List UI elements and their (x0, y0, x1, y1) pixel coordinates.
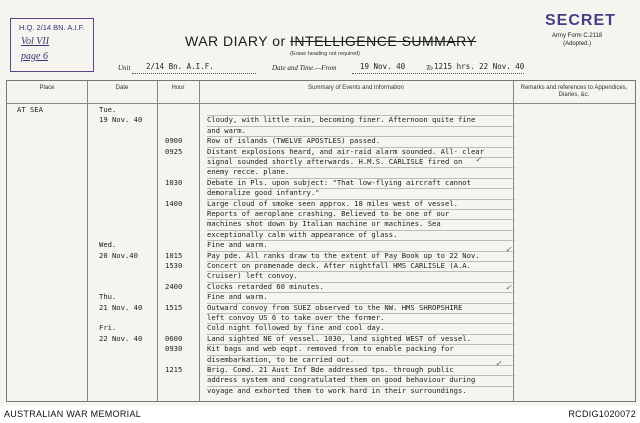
col-header-remarks: Remarks and references to Appendices, Diaries, &c. (520, 85, 628, 98)
row-rule (207, 115, 515, 116)
row-hour: 0930 (165, 344, 183, 354)
row-hour: 0925 (165, 146, 183, 156)
form-number (552, 32, 602, 48)
row-rule (207, 355, 515, 356)
row-summary: Land sighted NE of vessel. 1030, land sighted WEST of vessel. (207, 333, 471, 343)
row-hour: 0900 (165, 136, 183, 146)
row-summary: Cloudy, with little rain, becoming finer. Afternoon quite fine (207, 115, 476, 125)
from-value: 19 Nov. 40 (360, 62, 406, 71)
row-summary: Debate in Pls. upon subject: "That low-flying aircraft cannot (207, 177, 471, 187)
row-rule (207, 167, 515, 168)
row-summary: exceptionally calm with appearance of glass. (207, 229, 398, 239)
row-rule (207, 303, 515, 304)
margin-tick-4: ✓ (495, 359, 502, 368)
row-summary: Fine and warm. (207, 240, 268, 250)
unit-label: Unit (118, 64, 131, 72)
row-date: 20 Nov.40 (99, 250, 138, 260)
margin-tick-2: ✓ (505, 245, 512, 254)
to-label: To (426, 64, 433, 72)
row-rule (207, 209, 515, 210)
row-place: AT SEA (17, 105, 43, 114)
row-summary: Cruiser) left convoy. (207, 271, 298, 281)
col-divider-hour (199, 81, 200, 401)
to-value: 1215 hrs. 22 Nov. 40 (434, 62, 525, 71)
row-rule (207, 282, 515, 283)
margin-tick-3: ✓ (505, 283, 512, 292)
col-header-summary: Summary of Events and Information (308, 85, 404, 91)
date-underline (352, 73, 524, 74)
col-divider-date (157, 81, 158, 401)
row-summary: Kit bags and web eqpt. removed from to enable packing for (207, 344, 454, 354)
row-summary: and warm. (207, 125, 246, 135)
row-summary: Cold night followed by fine and cool day. (207, 323, 385, 333)
secret-stamp: SECRET (545, 12, 616, 29)
row-rule (207, 386, 515, 387)
title-main: WAR DIARY or (185, 33, 286, 49)
row-date: Wed. (99, 240, 117, 250)
row-rule (207, 261, 515, 262)
col-divider-place (87, 81, 88, 401)
row-summary: enemy recce. plane. (207, 167, 290, 177)
row-summary: Row of islands (TWELVE APOSTLES) passed. (207, 136, 381, 146)
row-rule (207, 178, 515, 179)
diary-table (6, 80, 636, 402)
unit-stamp (10, 18, 94, 72)
header-row-divider (7, 103, 635, 104)
row-rule (207, 126, 515, 127)
row-summary: demoralize good infantry." (207, 188, 320, 198)
stamp-volume: Vol VII (21, 36, 50, 47)
row-date: Tue. (99, 105, 117, 114)
margin-tick-1: ✓ (475, 155, 482, 164)
row-hour: 1015 (165, 250, 183, 260)
row-hour: 1030 (165, 177, 183, 187)
footer-source: AUSTRALIAN WAR MEMORIAL (4, 409, 142, 419)
row-summary: voyage and exhorted them to work hard in their surroundings. (207, 385, 467, 395)
row-rule (207, 365, 515, 366)
row-summary: Reports of aeroplane crashing. Believed to be one of our (207, 209, 450, 218)
row-summary: Brig. Comd. 21 Aust Inf Bde addressed tps. through public (207, 365, 454, 374)
row-rule (207, 136, 515, 137)
row-hour: 2400 (165, 281, 183, 291)
row-rule (207, 344, 515, 345)
form-number-line1: Army Form C.2118 (552, 33, 603, 39)
col-header-hour: Hour (171, 85, 185, 91)
row-hour: 0600 (165, 333, 183, 343)
row-rule (207, 375, 515, 376)
date-label: Date and Time.—From (272, 64, 337, 72)
footer-record-id: RCDIG1020072 (568, 409, 636, 419)
row-summary: Large cloud of smoke seen approx. 18 miles west of vessel. (207, 198, 458, 208)
form-number-line2: (Adopted.) (563, 41, 592, 47)
unit-value: 2/14 Bn. A.I.F. (146, 62, 214, 71)
row-rule (207, 199, 515, 200)
row-rule (207, 240, 515, 241)
row-rule (207, 323, 515, 324)
row-hour: 1515 (165, 302, 183, 312)
row-date: 21 Nov. 40 (99, 302, 143, 312)
row-summary: signal sounded shortly afterwards. H.M.S. CARLISLE fired on (207, 157, 463, 166)
stamp-page: page 6 (21, 51, 48, 62)
title-struck: INTELLIGENCE SUMMARY (290, 33, 477, 49)
row-hour: 1530 (165, 261, 183, 270)
row-summary: Clocks retarded 60 minutes. (207, 281, 324, 291)
row-date: Fri. (99, 323, 117, 333)
row-rule (207, 292, 515, 293)
row-hour: 1215 (165, 365, 183, 374)
row-date: Thu. (99, 292, 117, 302)
erase-note: (Erase heading not required) (290, 51, 361, 57)
row-rule (207, 147, 515, 148)
row-hour: 1400 (165, 198, 183, 208)
row-rule (207, 334, 515, 335)
row-summary: Fine and warm. (207, 292, 268, 302)
row-rule (207, 219, 515, 220)
row-rule (207, 230, 515, 231)
row-summary: machines shot down by Italian machine or machines. Sea (207, 219, 441, 229)
row-rule (207, 271, 515, 272)
unit-underline (132, 73, 256, 74)
col-header-date: Date (115, 85, 129, 91)
row-summary: left convoy US 6 to take over the former. (207, 313, 385, 322)
col-header-place: Place (39, 85, 55, 91)
row-date: 22 Nov. 40 (99, 333, 143, 343)
row-summary: Outward convoy from SUEZ observed to the NW. HMS SHROPSHIRE (207, 302, 463, 312)
row-summary: address system and congratulated them on good behaviour during (207, 375, 476, 385)
row-rule (207, 313, 515, 314)
row-rule (207, 157, 515, 158)
row-summary: Concert on promenade deck. After nightfall HMS CARLISLE (A.A. (207, 261, 471, 270)
row-date: 19 Nov. 40 (99, 115, 143, 125)
row-rule (207, 251, 515, 252)
page-title (185, 33, 476, 49)
row-summary: Pay pde. All ranks draw to the extent of Pay Book up to 22 Nov. (207, 250, 480, 260)
stamp-unit: H.Q. 2/14 BN. A.I.F. (19, 23, 85, 32)
row-summary: disembarkation, to be carried out. (207, 354, 355, 364)
row-rule (207, 188, 515, 189)
row-summary: Distant explosions heard, and air-raid alarm sounded. All- clear (207, 146, 484, 156)
